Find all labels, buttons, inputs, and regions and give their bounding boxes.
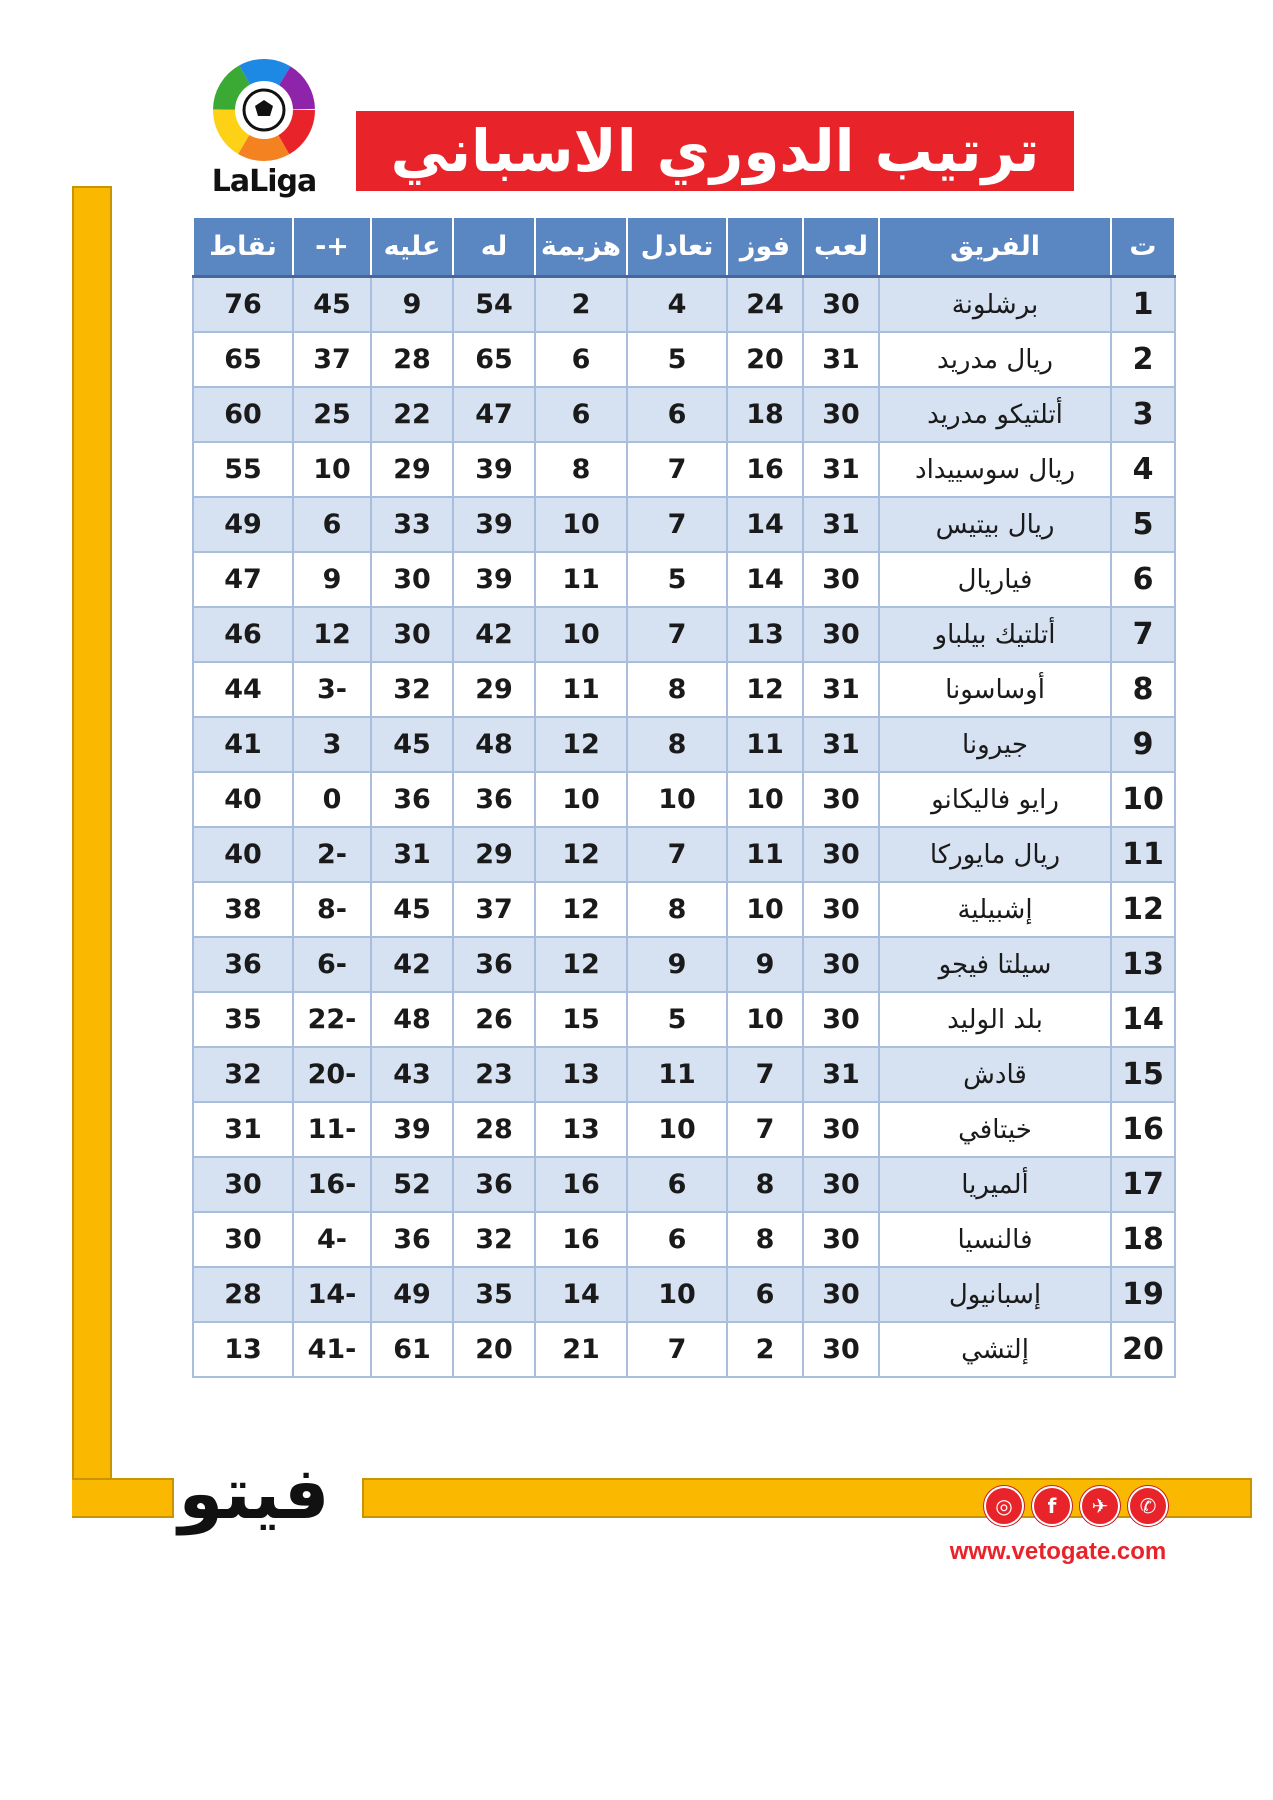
- cell-lost: 11: [535, 552, 627, 607]
- site-url: www.vetogate.com: [949, 1538, 1167, 1565]
- cell-lost: 6: [535, 332, 627, 387]
- header-drawn: تعادل: [627, 217, 727, 277]
- cell-drawn: 7: [627, 1322, 727, 1377]
- cell-goal-difference: 37: [293, 332, 371, 387]
- cell-goals-against: 29: [371, 442, 453, 497]
- cell-drawn: 6: [627, 1212, 727, 1267]
- table-row: [193, 332, 1175, 387]
- cell-rank: 18: [1111, 1212, 1175, 1267]
- cell-goals-against: 49: [371, 1267, 453, 1322]
- cell-rank: 17: [1111, 1157, 1175, 1212]
- cell-won: 8: [727, 1157, 803, 1212]
- cell-rank: 5: [1111, 497, 1175, 552]
- cell-goals-against: 52: [371, 1157, 453, 1212]
- cell-won: 10: [727, 882, 803, 937]
- cell-drawn: 5: [627, 552, 727, 607]
- laliga-wordmark: LaLiga: [211, 164, 317, 199]
- cell-drawn: 5: [627, 992, 727, 1047]
- table-row: [193, 992, 1175, 1047]
- cell-goal-difference: 25: [293, 387, 371, 442]
- cell-lost: 16: [535, 1157, 627, 1212]
- table-row: [193, 1322, 1175, 1377]
- cell-points: 13: [193, 1322, 293, 1377]
- cell-won: 18: [727, 387, 803, 442]
- cell-goal-difference: 45: [293, 277, 371, 333]
- cell-played: 31: [803, 717, 879, 772]
- cell-won: 24: [727, 277, 803, 333]
- cell-points: 65: [193, 332, 293, 387]
- standings-body: [193, 277, 1175, 1378]
- cell-points: 41: [193, 717, 293, 772]
- cell-team: رايو فاليكانو: [879, 772, 1111, 827]
- cell-lost: 10: [535, 607, 627, 662]
- page-title: ترتيب الدوري الاسباني: [356, 111, 1074, 191]
- cell-drawn: 9: [627, 937, 727, 992]
- cell-won: 10: [727, 992, 803, 1047]
- cell-goals-for: 39: [453, 552, 535, 607]
- cell-points: 40: [193, 827, 293, 882]
- cell-goal-difference: -41: [293, 1322, 371, 1377]
- cell-team: إشبيلية: [879, 882, 1111, 937]
- cell-rank: 20: [1111, 1322, 1175, 1377]
- cell-won: 11: [727, 827, 803, 882]
- cell-lost: 12: [535, 717, 627, 772]
- cell-drawn: 7: [627, 607, 727, 662]
- table-row: [193, 1102, 1175, 1157]
- cell-played: 30: [803, 1212, 879, 1267]
- cell-rank: 1: [1111, 277, 1175, 333]
- cell-goals-against: 30: [371, 607, 453, 662]
- cell-drawn: 8: [627, 882, 727, 937]
- cell-rank: 15: [1111, 1047, 1175, 1102]
- cell-points: 55: [193, 442, 293, 497]
- cell-goals-for: 29: [453, 662, 535, 717]
- cell-drawn: 7: [627, 442, 727, 497]
- table-row: [193, 607, 1175, 662]
- cell-won: 14: [727, 497, 803, 552]
- cell-points: 44: [193, 662, 293, 717]
- cell-drawn: 10: [627, 1267, 727, 1322]
- header-goals-against: عليه: [371, 217, 453, 277]
- frame-bottom-left-bar: [72, 1478, 174, 1518]
- cell-team: ريال سوسييداد: [879, 442, 1111, 497]
- cell-rank: 12: [1111, 882, 1175, 937]
- cell-points: 76: [193, 277, 293, 333]
- header-goals-for: له: [453, 217, 535, 277]
- table-row: [193, 772, 1175, 827]
- table-row: [193, 442, 1175, 497]
- cell-team: ألميريا: [879, 1157, 1111, 1212]
- laliga-logo: [206, 58, 322, 208]
- cell-played: 31: [803, 662, 879, 717]
- cell-rank: 11: [1111, 827, 1175, 882]
- cell-lost: 6: [535, 387, 627, 442]
- cell-won: 9: [727, 937, 803, 992]
- cell-drawn: 4: [627, 277, 727, 333]
- cell-team: بلد الوليد: [879, 992, 1111, 1047]
- cell-won: 11: [727, 717, 803, 772]
- cell-drawn: 11: [627, 1047, 727, 1102]
- header-played: لعب: [803, 217, 879, 277]
- cell-goals-against: 42: [371, 937, 453, 992]
- table-row: [193, 1047, 1175, 1102]
- cell-drawn: 6: [627, 1157, 727, 1212]
- cell-drawn: 7: [627, 827, 727, 882]
- cell-goals-for: 20: [453, 1322, 535, 1377]
- cell-goals-for: 54: [453, 277, 535, 333]
- cell-points: 31: [193, 1102, 293, 1157]
- cell-played: 30: [803, 827, 879, 882]
- cell-goals-against: 28: [371, 332, 453, 387]
- cell-goals-for: 35: [453, 1267, 535, 1322]
- cell-played: 30: [803, 552, 879, 607]
- cell-goal-difference: 10: [293, 442, 371, 497]
- cell-goals-against: 9: [371, 277, 453, 333]
- cell-lost: 14: [535, 1267, 627, 1322]
- cell-lost: 16: [535, 1212, 627, 1267]
- cell-won: 8: [727, 1212, 803, 1267]
- cell-team: أوساسونا: [879, 662, 1111, 717]
- header-points: نقاط: [193, 217, 293, 277]
- table-row: [193, 277, 1175, 333]
- cell-lost: 8: [535, 442, 627, 497]
- cell-points: 30: [193, 1157, 293, 1212]
- cell-lost: 13: [535, 1047, 627, 1102]
- cell-rank: 4: [1111, 442, 1175, 497]
- cell-lost: 11: [535, 662, 627, 717]
- cell-goal-difference: -22: [293, 992, 371, 1047]
- cell-goal-difference: -20: [293, 1047, 371, 1102]
- cell-team: ريال مدريد: [879, 332, 1111, 387]
- cell-rank: 7: [1111, 607, 1175, 662]
- cell-drawn: 5: [627, 332, 727, 387]
- cell-points: 40: [193, 772, 293, 827]
- cell-won: 13: [727, 607, 803, 662]
- cell-goals-against: 61: [371, 1322, 453, 1377]
- cell-goal-difference: 6: [293, 497, 371, 552]
- cell-team: خيتافي: [879, 1102, 1111, 1157]
- cell-drawn: 8: [627, 717, 727, 772]
- cell-drawn: 6: [627, 387, 727, 442]
- cell-points: 35: [193, 992, 293, 1047]
- cell-won: 16: [727, 442, 803, 497]
- cell-points: 47: [193, 552, 293, 607]
- cell-team: ريال مايوركا: [879, 827, 1111, 882]
- cell-rank: 16: [1111, 1102, 1175, 1157]
- table-row: [193, 387, 1175, 442]
- cell-goals-for: 39: [453, 497, 535, 552]
- cell-goal-difference: -14: [293, 1267, 371, 1322]
- cell-goals-for: 36: [453, 772, 535, 827]
- table-row: [193, 662, 1175, 717]
- cell-goal-difference: -4: [293, 1212, 371, 1267]
- cell-goal-difference: -16: [293, 1157, 371, 1212]
- cell-goals-against: 22: [371, 387, 453, 442]
- cell-lost: 12: [535, 882, 627, 937]
- cell-lost: 21: [535, 1322, 627, 1377]
- cell-goals-against: 39: [371, 1102, 453, 1157]
- cell-points: 30: [193, 1212, 293, 1267]
- cell-won: 10: [727, 772, 803, 827]
- cell-goals-for: 39: [453, 442, 535, 497]
- whatsapp-icon: ✆: [1128, 1486, 1168, 1526]
- cell-played: 31: [803, 497, 879, 552]
- cell-won: 6: [727, 1267, 803, 1322]
- cell-lost: 12: [535, 827, 627, 882]
- cell-points: 32: [193, 1047, 293, 1102]
- cell-goal-difference: 12: [293, 607, 371, 662]
- cell-played: 30: [803, 1157, 879, 1212]
- cell-goals-against: 31: [371, 827, 453, 882]
- cell-points: 36: [193, 937, 293, 992]
- cell-won: 20: [727, 332, 803, 387]
- cell-points: 49: [193, 497, 293, 552]
- table-row: [193, 827, 1175, 882]
- cell-lost: 2: [535, 277, 627, 333]
- cell-won: 7: [727, 1047, 803, 1102]
- veto-logo: فيتو: [178, 1451, 330, 1535]
- cell-points: 46: [193, 607, 293, 662]
- facebook-icon: f: [1032, 1486, 1072, 1526]
- cell-drawn: 10: [627, 1102, 727, 1157]
- table-row: [193, 1157, 1175, 1212]
- cell-played: 31: [803, 442, 879, 497]
- cell-lost: 13: [535, 1102, 627, 1157]
- cell-goals-for: 37: [453, 882, 535, 937]
- cell-points: 28: [193, 1267, 293, 1322]
- cell-goals-against: 36: [371, 1212, 453, 1267]
- cell-goals-against: 45: [371, 882, 453, 937]
- header-won: فوز: [727, 217, 803, 277]
- cell-goals-against: 45: [371, 717, 453, 772]
- cell-team: أتلتيك بيلباو: [879, 607, 1111, 662]
- cell-played: 30: [803, 882, 879, 937]
- cell-played: 30: [803, 607, 879, 662]
- cell-goals-against: 30: [371, 552, 453, 607]
- table-row: [193, 497, 1175, 552]
- cell-lost: 10: [535, 497, 627, 552]
- cell-rank: 19: [1111, 1267, 1175, 1322]
- cell-played: 30: [803, 1267, 879, 1322]
- cell-team: إلتشي: [879, 1322, 1111, 1377]
- cell-rank: 14: [1111, 992, 1175, 1047]
- cell-goals-for: 65: [453, 332, 535, 387]
- cell-goals-for: 26: [453, 992, 535, 1047]
- table-row: [193, 937, 1175, 992]
- cell-lost: 12: [535, 937, 627, 992]
- cell-goal-difference: -6: [293, 937, 371, 992]
- cell-drawn: 7: [627, 497, 727, 552]
- cell-team: إسبانيول: [879, 1267, 1111, 1322]
- cell-rank: 10: [1111, 772, 1175, 827]
- cell-goal-difference: 0: [293, 772, 371, 827]
- table-header-row: [193, 217, 1175, 277]
- cell-drawn: 10: [627, 772, 727, 827]
- cell-goals-for: 47: [453, 387, 535, 442]
- table-row: [193, 717, 1175, 772]
- cell-goals-against: 48: [371, 992, 453, 1047]
- cell-goals-against: 33: [371, 497, 453, 552]
- header-goal-difference: +-: [293, 217, 371, 277]
- instagram-icon: ◎: [984, 1486, 1024, 1526]
- cell-goals-for: 29: [453, 827, 535, 882]
- cell-drawn: 8: [627, 662, 727, 717]
- header-team: الفريق: [879, 217, 1111, 277]
- cell-won: 2: [727, 1322, 803, 1377]
- cell-goals-for: 36: [453, 937, 535, 992]
- cell-rank: 8: [1111, 662, 1175, 717]
- cell-goal-difference: 9: [293, 552, 371, 607]
- cell-team: قادش: [879, 1047, 1111, 1102]
- cell-goal-difference: -8: [293, 882, 371, 937]
- cell-won: 7: [727, 1102, 803, 1157]
- cell-goal-difference: -3: [293, 662, 371, 717]
- cell-won: 12: [727, 662, 803, 717]
- cell-goal-difference: -11: [293, 1102, 371, 1157]
- table-row: [193, 1212, 1175, 1267]
- cell-played: 30: [803, 277, 879, 333]
- cell-goal-difference: 3: [293, 717, 371, 772]
- cell-rank: 3: [1111, 387, 1175, 442]
- cell-team: برشلونة: [879, 277, 1111, 333]
- cell-goals-for: 32: [453, 1212, 535, 1267]
- cell-team: جيرونا: [879, 717, 1111, 772]
- cell-goals-against: 36: [371, 772, 453, 827]
- table-row: [193, 882, 1175, 937]
- cell-rank: 9: [1111, 717, 1175, 772]
- cell-goals-for: 42: [453, 607, 535, 662]
- cell-played: 30: [803, 937, 879, 992]
- cell-team: ريال بيتيس: [879, 497, 1111, 552]
- cell-goals-for: 28: [453, 1102, 535, 1157]
- cell-team: فياريال: [879, 552, 1111, 607]
- cell-lost: 10: [535, 772, 627, 827]
- cell-goals-for: 23: [453, 1047, 535, 1102]
- cell-team: أتلتيكو مدريد: [879, 387, 1111, 442]
- cell-rank: 2: [1111, 332, 1175, 387]
- cell-rank: 13: [1111, 937, 1175, 992]
- frame-left-bar: [72, 186, 112, 1518]
- standings-table: [192, 216, 1176, 1378]
- cell-played: 30: [803, 772, 879, 827]
- cell-rank: 6: [1111, 552, 1175, 607]
- cell-goals-against: 43: [371, 1047, 453, 1102]
- laliga-emblem-icon: [206, 58, 322, 164]
- cell-played: 31: [803, 332, 879, 387]
- cell-played: 30: [803, 1322, 879, 1377]
- cell-goals-for: 36: [453, 1157, 535, 1212]
- cell-goals-for: 48: [453, 717, 535, 772]
- cell-points: 38: [193, 882, 293, 937]
- cell-played: 30: [803, 992, 879, 1047]
- cell-played: 30: [803, 387, 879, 442]
- table-row: [193, 552, 1175, 607]
- table-row: [193, 1267, 1175, 1322]
- cell-goal-difference: -2: [293, 827, 371, 882]
- cell-team: فالنسيا: [879, 1212, 1111, 1267]
- cell-won: 14: [727, 552, 803, 607]
- cell-points: 60: [193, 387, 293, 442]
- cell-lost: 15: [535, 992, 627, 1047]
- twitter-icon: ✈: [1080, 1486, 1120, 1526]
- header-lost: هزيمة: [535, 217, 627, 277]
- cell-played: 30: [803, 1102, 879, 1157]
- cell-team: سيلتا فيجو: [879, 937, 1111, 992]
- cell-played: 31: [803, 1047, 879, 1102]
- header-rank: ت: [1111, 217, 1175, 277]
- cell-goals-against: 32: [371, 662, 453, 717]
